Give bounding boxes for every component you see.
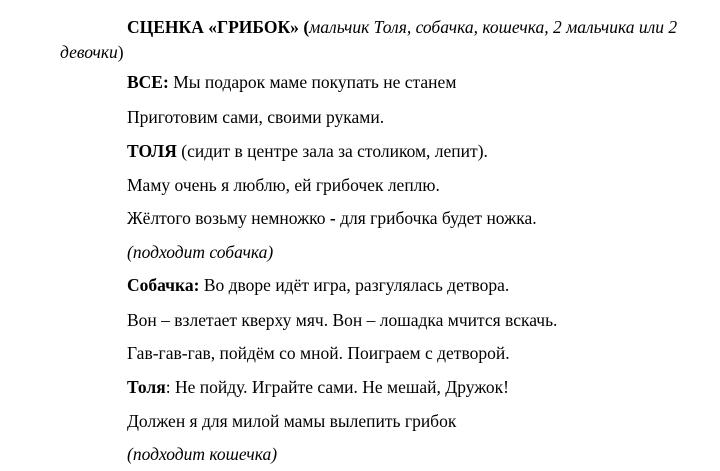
line-text: Маму очень я люблю, ей грибочек леплю. [127,175,440,195]
title-cast: мальчик Толя, собачка, кошечка, 2 мальчика или 2 девочки [60,17,678,62]
line-text: (сидит в центре зала за столиком, лепит). [176,141,488,161]
script-line-5 [127,207,537,229]
line-text: Должен я для милой мамы вылепить грибок [127,411,457,431]
direction-text: (подходит собачка) [127,242,274,262]
speaker-label: Собачка: [127,275,200,295]
line-text: для грибочка будет ножка. [335,208,537,228]
stage-direction [127,241,273,263]
line-text: Мы подарок маме покупать не станем [168,72,457,92]
script-line-7 [127,274,509,296]
line-text: Во дворе идёт игра, разгулялась детвора. [199,275,510,295]
direction-text: (подходит кошечка) [127,444,278,464]
script-line-9 [127,342,510,364]
line-dash: - [329,208,336,228]
script-line-4 [127,174,440,196]
line-text: Жёлтого возьму немножко [127,208,330,228]
scene-title [60,15,715,65]
title-heading: СЦЕНКА «ГРИБОК» [127,17,299,37]
script-line-10 [127,376,509,398]
script-line-1 [127,71,456,93]
speaker-label: Толя [127,377,166,397]
speaker-label: ТОЛЯ [127,141,177,161]
title-paren-open: ( [298,17,310,37]
speaker-label: ВСЕ: [127,72,169,92]
line-text: : Не пойду. Играйте сами. Не мешай, Дружок! [165,377,509,397]
line-text: Вон – взлетает кверху мяч. Вон – лошадка мчится вскачь. [127,310,558,330]
script-line-2 [127,106,384,128]
script-line-8 [127,309,557,331]
line-text: Гав-гав-гав, пойдём со мной. Поиграем с детворой. [127,343,510,363]
script-line-11 [127,410,456,432]
script-line-3 [127,140,488,162]
line-text: Приготовим сами, своими руками. [127,107,385,127]
title-paren-close: ) [117,42,124,62]
stage-direction [127,443,277,465]
